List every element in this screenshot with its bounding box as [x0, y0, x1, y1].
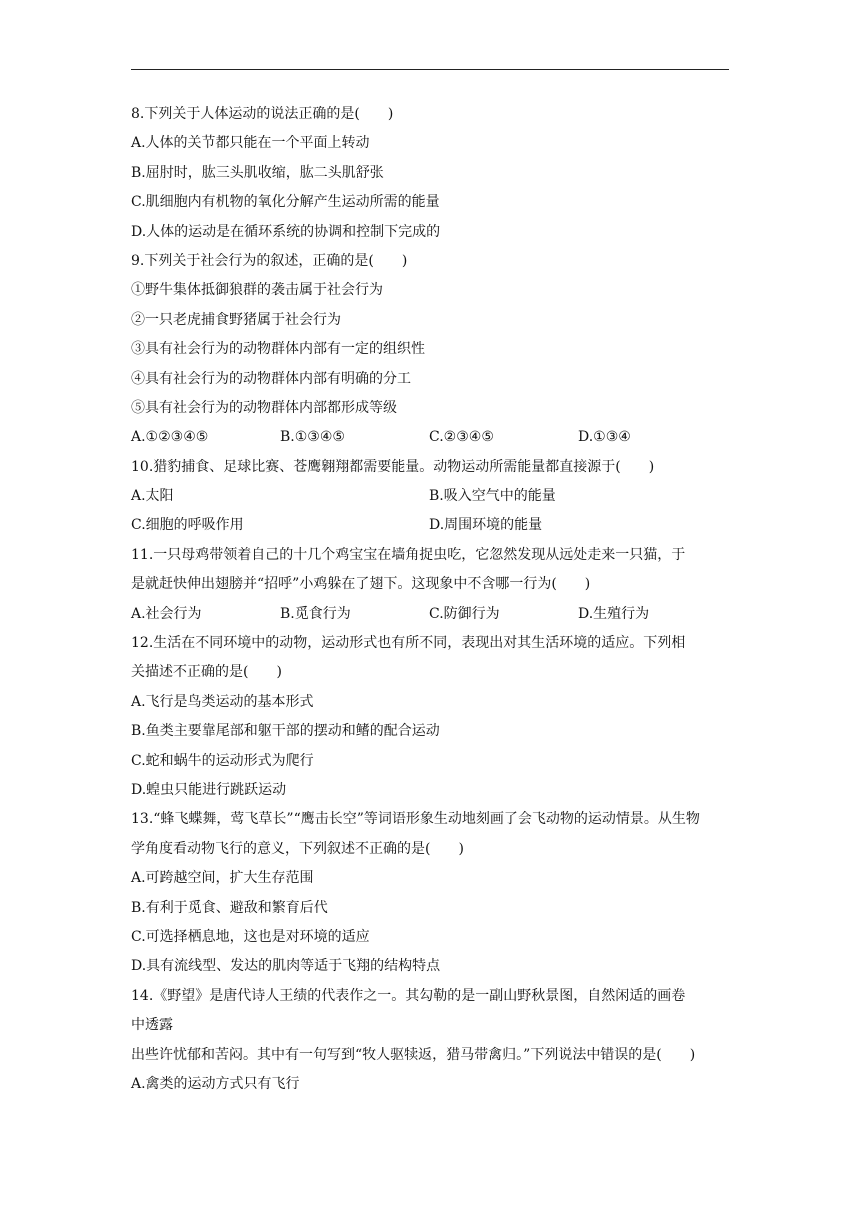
- answer-option: A.①②③④⑤: [131, 429, 209, 446]
- answer-option: D.人体的运动是在循环系统的协调和控制下完成的: [131, 223, 441, 240]
- header-rule: [131, 69, 729, 70]
- answer-option: A.太阳: [131, 488, 174, 505]
- answer-option: D.周围环境的能量: [429, 517, 543, 534]
- answer-option: B.①③④⑤: [280, 429, 345, 446]
- question-q14: [131, 982, 731, 1100]
- question-stem-line: 出些许忧郁和苦闷。其中有一句写到“牧人驱犊返，猎马带禽归。”下列说法中错误的是( ): [131, 1046, 696, 1063]
- answer-option: D.蝗虫只能进行跳跃运动: [131, 781, 287, 798]
- answer-option: B.鱼类主要靠尾部和躯干部的摆动和鳍的配合运动: [131, 723, 440, 740]
- question-stem: 14.《野望》是唐代诗人王绩的代表作之一。其勾勒的是一副山野秋景图，自然闲适的画卷: [131, 987, 686, 1004]
- question-stem-line: ②一只老虎捕食野猪属于社会行为: [131, 311, 341, 328]
- question-stem: 9.下列关于社会行为的叙述，正确的是( ): [131, 252, 408, 269]
- question-stem-line: 学角度看动物飞行的意义，下列叙述不正确的是( ): [131, 840, 464, 857]
- answer-option: C.防御行为: [429, 605, 500, 622]
- answer-option: C.②③④⑤: [429, 429, 494, 446]
- answer-option: B.有利于觅食、避敌和繁育后代: [131, 899, 328, 916]
- question-q13: [131, 805, 731, 981]
- answer-option: C.蛇和蜗牛的运动形式为爬行: [131, 752, 314, 769]
- answer-option: A.可跨越空间，扩大生存范围: [131, 870, 314, 887]
- answer-option: A.人体的关节都只能在一个平面上转动: [131, 135, 370, 152]
- options-row: [131, 423, 731, 452]
- answer-option: A.社会行为: [131, 605, 202, 622]
- options-row: [131, 600, 731, 629]
- question-stem-line: ③具有社会行为的动物群体内部有一定的组织性: [131, 341, 425, 358]
- question-stem-line: ①野牛集体抵御狼群的袭击属于社会行为: [131, 282, 383, 299]
- question-stem-line: 关描述不正确的是( ): [131, 664, 282, 681]
- question-q10: [131, 453, 731, 541]
- answer-option: C.肌细胞内有机物的氧化分解产生运动所需的能量: [131, 194, 440, 211]
- answer-option: C.细胞的呼吸作用: [131, 517, 244, 534]
- answer-option: D.生殖行为: [578, 605, 650, 622]
- question-q12: [131, 629, 731, 805]
- question-stem: 10.猎豹捕食、足球比赛、苍鹰翱翔都需要能量。动物运动所需能量都直接源于( ): [131, 458, 655, 475]
- options-row: [131, 482, 731, 511]
- answer-option: B.觅食行为: [280, 605, 351, 622]
- question-stem: 13.“蜂飞蝶舞，莺飞草长”“鹰击长空”等词语形象生动地刻画了会飞动物的运动情景。从生物: [131, 811, 700, 828]
- answer-option: D.具有流线型、发达的肌肉等适于飞翔的结构特点: [131, 958, 441, 975]
- exam-page: [131, 100, 731, 1099]
- question-stem-line: ④具有社会行为的动物群体内部有明确的分工: [131, 370, 411, 387]
- options-row: [131, 511, 731, 540]
- question-q11: [131, 541, 731, 629]
- question-stem-line: ⑤具有社会行为的动物群体内部都形成等级: [131, 399, 397, 416]
- answer-option: B.吸入空气中的能量: [429, 488, 556, 505]
- question-stem: 8.下列关于人体运动的说法正确的是( ): [131, 106, 394, 122]
- answer-option: A.飞行是鸟类运动的基本形式: [131, 693, 314, 710]
- question-stem-line: 是就赶快伸出翅膀并“招呼”小鸡躲在了翅下。这现象中不含哪一行为( ): [131, 576, 591, 593]
- question-q9: [131, 247, 731, 453]
- answer-option: B.屈肘时，肱三头肌收缩，肱二头肌舒张: [131, 164, 384, 181]
- question-q8: [131, 100, 731, 247]
- question-stem: 12.生活在不同环境中的动物，运动形式也有所不同，表现出对其生活环境的适应。下列相: [131, 635, 686, 652]
- answer-option: C.可选择栖息地，这也是对环境的适应: [131, 928, 370, 945]
- answer-option: A.禽类的运动方式只有飞行: [131, 1075, 300, 1092]
- question-stem-line: 中透露: [131, 1017, 173, 1034]
- answer-option: D.①③④: [578, 429, 631, 446]
- question-stem: 11.一只母鸡带领着自己的十几个鸡宝宝在墙角捉虫吃，它忽然发现从远处走来一只猫，于: [131, 546, 686, 563]
